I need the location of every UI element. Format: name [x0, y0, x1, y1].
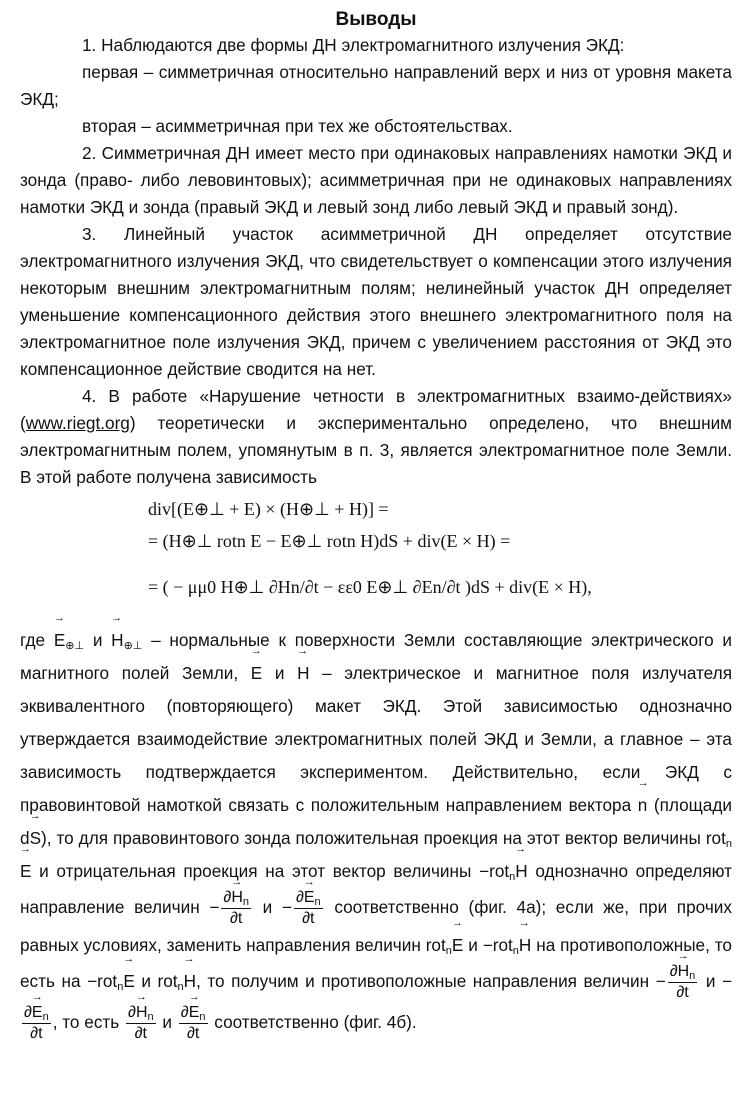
den-dt-fraction: $\frac{\partial\to E_n}{\partial t}$: [294, 888, 323, 929]
vector-ds: d→ S: [20, 828, 41, 848]
page-title: Выводы: [335, 9, 417, 30]
conclusion-3: 3. Линейный участок асимметричной ДН определяет отсутствие электромагнитного излучения ЭКД, что свидетельствует о компенсации этого излучения некоторым внешним электромагнитным полям; нелинейный участок ДН определяет уменьшение компенсационного действия этого внешнего электромагнитного поля на электромагнитное поле излучения ЭКД, причем с увеличением расстояния от ЭКД это компенсационное действие сводится на нет.: [20, 224, 732, 379]
vector-h: → H: [297, 657, 309, 690]
conclusion-1-intro: 1. Наблюдаются две формы ДН электромагнитного излучения ЭКД:: [82, 35, 625, 55]
field-interaction-formula: [20, 491, 732, 624]
formula-line-2: = (H⊕⊥ rotn E − E⊕⊥ rotn H)dS + div(E × H) =: [148, 531, 511, 551]
document-page: [20, 8, 732, 1044]
conclusion-1-second: вторая – асимметричная при тех же обстоятельствах.: [82, 116, 513, 136]
dhn-dt-fraction: $\frac{\partial\to H_n}{\partial t}$: [221, 888, 251, 929]
figure-reference: (фиг. 4б).: [343, 1012, 417, 1033]
conclusion-4: 4. В работе «Нарушение четности в электромагнитных взаимо-действиях» (www.riegt.org) теоретически и экспериментально определено, что внешним электромагнитным полем, упомянутым в п. 3, является электромагнитное поле Земли. В этой работе получена зависимость: [20, 386, 732, 487]
conclusion-1-first: первая – симметричная относительно направлений верх и низ от уровня макета ЭКД;: [20, 62, 732, 109]
vector-e-earth: → E: [54, 624, 65, 657]
riegt-link[interactable]: www.riegt.org: [25, 413, 130, 433]
vector-n: → n: [638, 789, 648, 822]
formula-explanation: где → $E_{\oplus\perp}$ $и \to H_{\oplus\perp}$ – нормальные к поверхности Земли составляющие электрического и магнитного полей Земли, → E и → H – электрическое и магнитное поля излучателя эквивалентного (повторяющего) макет ЭКД. Этой зависимостью однозначно утверждается взаимодействие электромагнитных полей ЭКД и Земли, а главное – эта зависимость подтверждается экспериментом. Действительно, если ЭКД с правовинтовой намоткой связать с положительным направлением вектора → n (площади d→ S), то для правовинтового зонда положительная проекция на этот вектор величины rot$_n$→ E и отрицательная проекция на этот вектор величины −rot$_n$→ H однозначно определяют направление величин − $\frac{\partial\to H_n}{\partial t}$ и − $\frac{\partial\to E_n}{\partial t}$ соответственно (фиг. 4а); если же, при прочих равных условиях, заменить направления величин rot$_n$→ E и −rot$_n$→ H на противоположные, то есть на −rot$_n$→ E и rot$_n$→ H, то получим и противоположные направления величин − $\frac{\partial\to H_n}{\partial t}$ и − $\frac{\partial\to E_n}{\partial t}$ , то есть $\frac{\partial\to H_n}{\partial t}$ и $\frac{\partial\to E_n}{\partial t}$ соответственно (фиг. 4б).: [20, 624, 732, 1044]
vector-e: → E: [251, 657, 262, 690]
vector-h-earth: → H: [111, 624, 123, 657]
formula-line-1: div[(E⊕⊥ + E) × (H⊕⊥ + H)] =: [148, 499, 389, 519]
conclusion-2: 2. Симметричная ДН имеет место при одинаковых направлениях намотки ЭКД и зонда (право- либо левовинтовых); асимметричная при не одинаковых направлениях намотки ЭКД и зонда (правый ЭКД и левый зонд либо левый ЭКД и правый зонд).: [20, 143, 732, 217]
formula-line-3: = ( − μμ0 H⊕⊥ ∂Hn/∂t − εε0 E⊕⊥ ∂En/∂t )dS + div(E × H),: [148, 577, 592, 597]
